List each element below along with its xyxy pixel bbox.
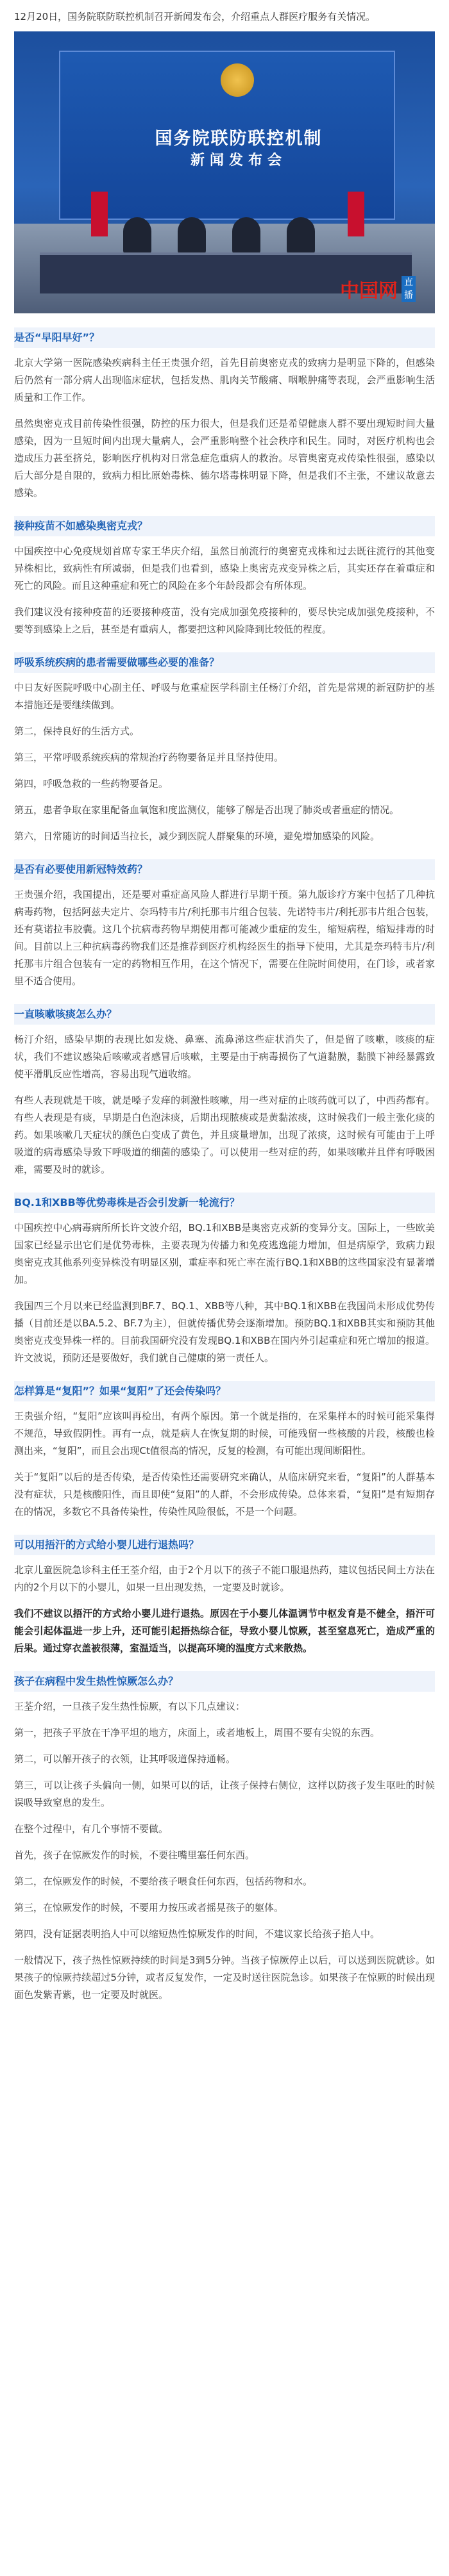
section-paragraph: 中日友好医院呼吸中心副主任、呼吸与危重症医学科副主任杨汀介绍，首先是常规的新冠防护的基本措施还是要继续做到。	[14, 682, 435, 711]
speaker	[123, 217, 151, 254]
section-paragraph: 第二，在惊厥发作的时候，不要给孩子喂食任何东西，包括药物和水。	[14, 1876, 313, 1887]
section-paragraph: 第三，在惊厥发作的时候，不要用力按压或者摇晃孩子的躯体。	[14, 1902, 284, 1913]
speaker	[178, 217, 206, 254]
section-paragraph: 关于“复阳”以后的是否传染，是否传染性还需要研究来确认，从临床研究来看，“复阳”的人群基本没有症状，只是核酸阳性，而且即使“复阳”的人群，不会形成传染。总体来看，“复阳”是有短期存在的情况，多数它不具备传染性，传染性风险很低，不是一个问题。	[14, 1471, 435, 1517]
section-paragraph: 杨汀介绍，感染早期的表现比如发烧、鼻塞、流鼻涕这些症状消失了，但是留了咳嗽，咳痰的症状，我们不建议感染后咳嗽或者感冒后咳嗽，主要是由于病毒损伤了气道黏膜，黏膜下神经暴露致使平滑肌反应性增高，容易出现气道收缩。	[14, 1034, 435, 1080]
section-title: 一直咳嗽咳痰怎么办？	[14, 1004, 435, 1025]
section-paragraph: 第四，没有证据表明掐人中可以缩短热性惊厥发作的时间，不建议家长给孩子掐人中。	[14, 1928, 380, 1940]
section-paragraph: 第三，可以让孩子头偏向一侧，如果可以的话，让孩子保持右侧位，这样以防孩子发生呕吐的时候误吸导致窒息的发生。	[14, 1779, 435, 1808]
section-title: 孩子在病程中发生热性惊厥怎么办？	[14, 1671, 435, 1692]
section-paragraph: 中国疾控中心病毒病所所长许文波介绍，BQ.1和XBB是奥密克戎新的变异分支。国际上，一些欧美国家已经显示出它们是优势毒株，主要表现为传播力和免疫逃逸能力增加，但是病原学，致病力跟奥密克戎其他系列变异株没有明显区别，重症率和死亡率在流行BQ.1和XBB的这些国家没有显著增加。	[14, 1222, 435, 1285]
section-title: 可以用捂汗的方式给小婴儿进行退热吗？	[14, 1535, 435, 1555]
backdrop-title: 国务院联防联控机制	[155, 129, 323, 149]
logo-live-top: 直	[402, 276, 416, 289]
section-paragraph: 首先，孩子在惊厥发作的时候，不要往嘴里塞任何东西。	[14, 1849, 255, 1861]
section-paragraph: 有些人表现就是干咳，就是嗓子发痒的刺激性咳嗽，用一些对症的止咳药就可以了，中西药都有。有些人表现是有痰，早期是白色泡沫痰，后期出现脓痰或是黄黏浓痰，这时候我们一般主张化痰的药。如果咳嗽几天症状的颜色白变成了黄色，并且痰量增加，出现了浓痰，这时候有可能由于上呼吸道的病毒感染导致下呼吸道的细菌的感染了。可以使用一些对症的药，如果咳嗽并且伴有呼吸困难，需要及时的就诊。	[14, 1094, 435, 1175]
section-paragraph: 北京大学第一医院感染疾病科主任王贵强介绍，首先目前奥密克戎的致病力是明显下降的，但感染后仍然有一部分病人出现临床症状，包括发热、肌肉关节酸痛、咽喉肿痛等表现，会严重影响生活质量和工作工作。	[14, 357, 435, 403]
section-paragraph: 第二，保持良好的生活方式。	[14, 725, 140, 737]
flag-icon	[91, 192, 108, 236]
logo-mark: 中国网	[340, 280, 398, 302]
section-paragraph: 一般情况下，孩子热性惊厥持续的时间是3到5分钟。当孩子惊厥停止以后，可以送到医院就诊。如果孩子的惊厥持续超过5分钟，或者反复发作，一定及时送往医院急诊。如果孩子在惊厥的时候出现面色发紫青紫，也一定要及时就医。	[14, 1954, 435, 2001]
flag-icon	[348, 192, 364, 236]
national-emblem-icon	[221, 63, 254, 97]
section-paragraph: 王荃介绍，一旦孩子发生热性惊厥，有以下几点建议：	[14, 1701, 246, 1712]
section-paragraph: 第三，平常呼吸系统疾病的常规治疗药物要备足并且坚持使用。	[14, 752, 284, 763]
section-title: 是否“早阳早好”？	[14, 327, 435, 348]
china-net-logo	[340, 271, 430, 307]
section-paragraph: 王贵强介绍，我国提出，还是要对重症高风险人群进行早期干预。第九版诊疗方案中包括了几种抗病毒药物，包括阿兹夫定片、奈玛特韦片/利托那韦片组合包装、先诺特韦片/利托那韦片组合包装，还有莫诺拉韦胶囊。这几个抗病毒药物早期使用都可能减少重症的发生，缩短病程，缩短排毒的时间。目前以上三种抗病毒药物我们还是推荐到医疗机构经医生的指导下使用，尤其是奈玛特韦片/利托那韦片组合包装有一定的药物相互作用，在这个情况下，需要在住院时间使用，在门诊，或者家里不适合使用。	[14, 889, 435, 987]
section-paragraph: 第二，可以解开孩子的衣领，让其呼吸道保持通畅。	[14, 1753, 236, 1765]
logo-live-bottom: 播	[402, 289, 416, 302]
section-paragraph: 在整个过程中，有几个事情不要做。	[14, 1823, 169, 1835]
section-paragraph: 第一，把孩子平放在干净平坦的地方，床面上，或者地板上，周围不要有尖锐的东西。	[14, 1727, 380, 1738]
section-title: 接种疫苗不如感染奥密克戎？	[14, 516, 435, 536]
section-paragraph: 第五，患者争取在家里配备血氧饱和度监测仪，能够了解是否出现了肺炎或者重症的情况。	[14, 804, 400, 816]
section-title: 是否有必要使用新冠特效药？	[14, 859, 435, 880]
speaker	[232, 217, 260, 254]
article-intro: 12月20日，国务院联防联控机制召开新闻发布会，介绍重点人群医疗服务有关情况。	[14, 11, 376, 22]
backdrop-subtitle: 新闻发布会	[190, 153, 287, 169]
section-paragraph: 虽然奥密克戎目前传染性很强，防控的压力很大，但是我们还是希望健康人群不要出现短时间大量感染，因为一旦短时间内出现大量病人，会严重影响整个社会秩序和民生。同时，对医疗机构也会造成压力甚至挤兑，影响医疗机构对日常急症危重病人的救治。尽管奥密克戎传染性很强，感染以后大部分是自限的，致病力相比原始毒株、德尔塔毒株明显下降，但是我们不主张，不建议故意去感染。	[14, 418, 435, 499]
article-body	[14, 327, 435, 2004]
section-emphasis: 我们不建议以捂汗的方式给小婴儿进行退热。原因在于小婴儿体温调节中枢发育是不健全，捂汗可能会引起体温进一步上升，还可能引起捂热综合征，导致小婴儿惊厥，甚至窒息死亡，造成严重的后果。通过穿衣盖被很薄，室温适当，以提高环境的温度方式来散热。	[14, 1608, 435, 1654]
section-paragraph: 第四，呼吸急救的一些药物要备足。	[14, 778, 169, 789]
section-paragraph: 王贵强介绍，“复阳”应该叫再检出，有两个原因。第一个就是指的，在采集样本的时候可能采集得不规范，导致假阴性。再有一点，就是病人在恢复期的时候，可能残留一些核酸的片段，核酸也检测出来，“复阳”，而且会出现Ct值很高的情况，反复的检测，有可能出现间断阳性。	[14, 1410, 435, 1457]
section-paragraph: 我国四三个月以来已经监测到BF.7、BQ.1、XBB等八种，其中BQ.1和XBB在我国尚未形成优势传播（目前还是以BA.5.2、BF.7为主），但就传播优势会逐渐增加。预防BQ.1和XBB其实和预防其他奥密克戎变异株一样的。目前我国研究没有发现BQ.1和XBB在国内外引起重症和死亡增加的报道。许文波说，预防还是要做好，我们就自己健康的第一责任人。	[14, 1300, 435, 1364]
section-title: BQ.1和XBB等优势毒株是否会引发新一轮流行？	[14, 1193, 435, 1213]
section-paragraph: 第六，日常随访的时间适当拉长，减少到医院人群聚集的环境，避免增加感染的风险。	[14, 830, 380, 842]
section-title: 怎样算是“复阳”？如果“复阳”了还会传染吗？	[14, 1381, 435, 1401]
section-paragraph: 北京儿童医院急诊科主任王荃介绍，由于2个月以下的孩子不能口服退热药，建议包括民间土方法在内的2个月以下的小婴儿，如果一旦出现发热，一定要及时就诊。	[14, 1564, 435, 1593]
section-paragraph: 中国疾控中心免疫规划首席专家王华庆介绍，虽然目前流行的奥密克戎株和过去既往流行的其他变异株相比，致病性有所减弱，但是我们也看到，感染上奥密克戎变异株之后，其实还存在着重症和死亡的风险。而且这种重症和死亡的风险在多个年龄段都会有所体现。	[14, 545, 435, 591]
speaker	[287, 217, 315, 254]
section-paragraph: 我们建议没有接种疫苗的还要接种疫苗，没有完成加强免疫接种的，要尽快完成加强免疫接种，不要等到感染上之后，甚至是有重病人，都要把这种风险降到比较低的程度。	[14, 606, 435, 635]
press-conference-photo	[14, 31, 435, 313]
section-title: 呼吸系统疾病的患者需要做哪些必要的准备？	[14, 652, 435, 673]
